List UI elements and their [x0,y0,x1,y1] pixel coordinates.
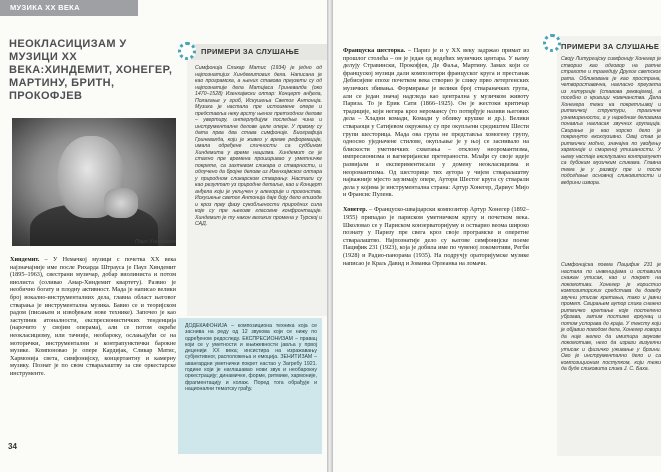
photo-hand [104,188,138,218]
sidebar-text: Симфонија Сликар Матис (1934) је једно од најпознатијих Хиндемитових дела. Написана је као програмска, а њених ставова преузети су од најпознатије дела Матијаса Гриневалда (око 1470–1528) Изенхајмски олтар: Концерт анђела, Полагање у гроб, Искушења Светог Антонија. Музика је настала пре истоимене опере и представља неку врсту њеног претходног делове – увертиру, интерлудијум последње чина и инструменталне делове целе опере. У првому су дата прва два става симфоније. Биографија Гриневалда, који је живео у време реформације, имала одређене сличности са судбином Хиндемита у време нацизма. Хиндемит се је стално пре времена проширивао у уметничке покрете, са захтевом сликара о стварности, и одлучено да бројне делове из Изенхајмског олтара у природном сликарском стварању. Настали су као резултат уз природне детаље, као и Концерт анђела који је укључен у алегорије и прогонства. Искушење светог Антонија даје боју дело епизоде и кроз прву фазу сукобљености природних сила које су пре његове гласовне конфронтације. Хиндемит је ту након великих промена у Турској и САД. [195,65,322,227]
running-header: МУЗИКА XX ВЕКА [10,3,80,12]
photo-caption: Паул Хиндемит [135,239,177,245]
honegger-lead: Хонегер. [343,206,368,214]
page-number: 34 [8,442,17,451]
running-header-band [0,0,138,16]
sidebar-title: ПРИМЕРИ ЗА СЛУШАЊЕ [201,47,300,56]
sidebar-text-right-1: Своју Литургијску симфонију Хонегер је створио као одговор на ратне страхоте и трагедију Другог светског рата. Обликована је као пространа, четвороставачна, нагласно преузета из литургије (ставова реквијема), а посебно о кривици човечанства. Дела Хонегера тежи ка покретљивој и ритмичкој структури, трагичне узнемирености, а у наредним деловима понавља нагласак звучних групација. Свирање је као хорско дело је покренуто ексклузивно. Овај став је ритмички моћно, значајна по увођењу хармоније и смиреној утишаности. У њему настаје ексклузивни контрапункт са дубоким музичким сликама. Главна тема је у развоју пре и после подсећање основној сликовитости и ведрини извора. [561,56,661,186]
body-paragraph: – У Немачкој музици с почетка XX века најзначајније име после Рихарда Штрауса је Паул Хиндемит (1895–1963), свестрани музичар, добар виолиниста и потом виолиста (соливао Амар-Хиндемит квартету). Развио је необично богату и плодну активност. Мада је написао велики број вокално-инструменталних дела, главна област његовог стварања је инструментална музика. Бавио се и теоријском радом (писањем и извођењем нове технике). Започео је као заступник атоналности, експресионистичких тенденција (нарочито у својим операма), али се потом окреће неокласицизму, или тачније, необароку, ослањајући се на моторички, инструментални и контрапунктички барокне музике. Компоновао је опере Кардијак, Сликар Матис, Хармонија света, симфонијску, концертантну и камерну музику. Познат је по свом стваралаштву за све оркестарске инструменте. [10,256,176,377]
right-body-text [343,47,529,267]
sidebar-title-right: ПРИМЕРИ ЗА СЛУШАЊЕ [561,42,660,51]
glossary-box [178,318,322,454]
honegger-paragraph: – Француско-швајцарски композитор Артур Хонегер (1892–1955) припадао је париском уметничком кругу и почетком века. Школовао се у Париском конзерваторијуму и остварио веома широко познату у Паризу пре свега кроз своје програмске и оперетне стваралаштво. Најпознатије дело су његове симфонијске поеме Пацифик 231 (1923), која је добила име по чувеној локомотиви, Регби (1928) и Радио-панорама (1935). На подручју ораторијумске музике написао је Краљ Давид и Јованка Орлеанка на ломачи. [343,206,529,267]
glossary-text: ДОДЕКАФОНИЈА – композициона техника која се заснива на реду од 12 звукова који се нижу по одређеном редоследу. ЕКСПРЕСИОНИЗАМ – правац који се у уметности и књижевности јавља у првој деценији XX века; инсистира на изражавању субјективног, расположења и емоција. ЗЕНИТИЗАМ – авангардни уметнички покрет настао у Загребу 1921. године који је наглашавао нови звук и необарокну оркестрацију; динамичке, форме, ритмике, хармоније, фрагментацију и колаж. Поред тога обрађује и национални тематску грађу. [185,323,317,392]
left-page [0,0,327,472]
sidebar-header [187,44,327,60]
listening-gear-icon [178,42,196,60]
right-page [333,0,661,472]
listening-gear-icon-right [543,34,561,52]
left-body-text [10,256,176,378]
body-lead: Хиндемит. [10,256,40,263]
six-paragraph: – Париз је и у XX веку задржао примат из прошлог столећа – он је један од водећих музичких центара. У њему делују Стравински, Прокофјев, Де Фаља, Мартину. Замах који се француској музици дали композитори француског круга и престанак Дебисијеве епохе почетком века створио је слику прво летергенских музичких збивања. Формирање је велики број ствараначких група, али се један значај надгледа као централна у музичком животу Париза. То је Ерик Сати (1866–1925). Он је жестоки критичар традиције, који негира кроз неромансу (то потврђује називи његових дела – Хладни комади, Комади у облику крушке и др.). Велики ствараоци у Сатијевом окружењу су пре окупљени средиштем Шести групи шесторица. Мада ова група не представља хомогену групу, односно уједначене стилове, окупљање је у њој се заснивало на блискости уметничких схватања – отклону неоромантизма, импресионизма и вагнеријанске претераности. Млађи су своје идеје развијали и експериментисали у домену неокласицизма и неоромантизма. Од шесторице тих аутора у чијем стваралаштву најважније мјесто заузимају опере, Аутори Шестог круга су стварали дела у којима је инструментална страна: Артур Хонегер, Дариус Мијо и Франсис Пуленк. [343,47,530,199]
six-lead: Француска шесторка. [343,47,406,54]
chapter-title: НЕОКЛАСИЦИЗАМ У МУЗИЦИ XX ВЕКА:ХИНДЕМИТ, ХОНЕГЕР, МАРТИНУ, БРИТН, ПРОКОФЈЕВ [9,38,173,102]
listening-sidebar-left [187,44,327,316]
sidebar-text-right-2: Симфонијска поема Пацифик 231 је настала по инвенцијама и оставила снажан утисак, као и покрет на локомотиви. Хонегер је користио композиторских средстава да доведу звучни утисак кретања, тако и јавни промет. Свирањем аутор слика снажно ритмичко кретање које постепено убрзава, затим постиже врхунац и потом успорава до краја. У тексту који је објавио поводом дела, Хонегер говори да није желео да имитира звукове локомотиве, него да изрази визуелни утисак и физичко уживање у брзини. Ово је инструментално дело и са композиционим поступком, који тежи да буде сликовита слика J. С. Баха. [561,262,661,372]
composer-photo [12,118,176,246]
